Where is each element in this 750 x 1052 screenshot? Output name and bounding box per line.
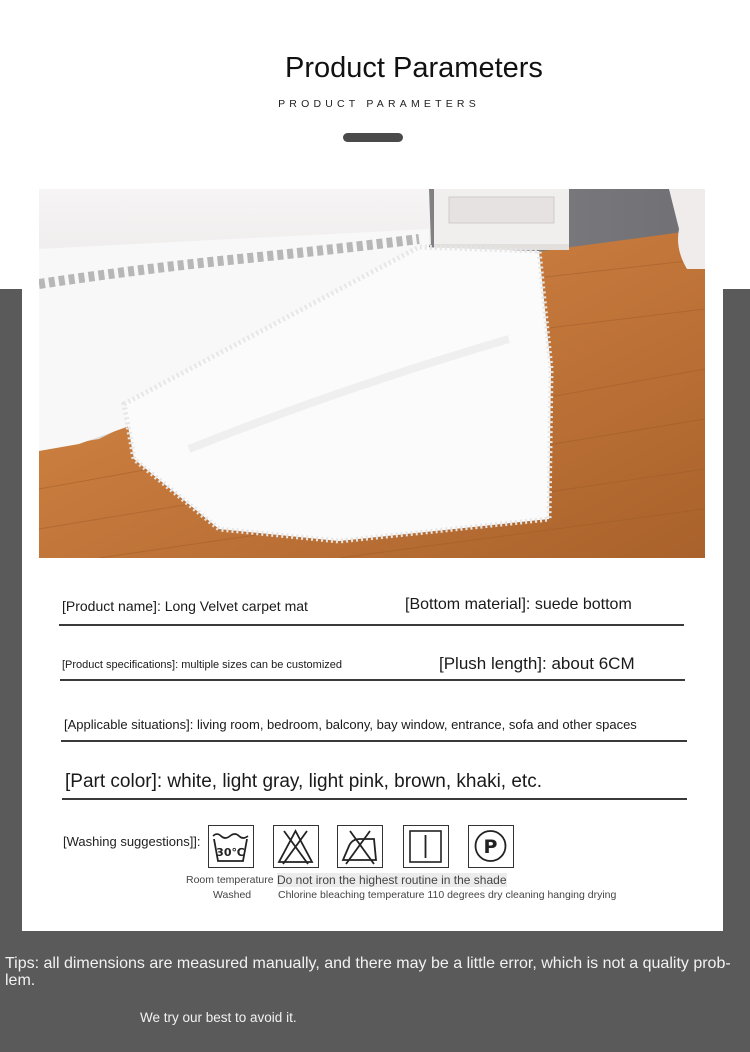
caption-washed: Washed	[213, 889, 252, 901]
no-bleach-icon	[273, 825, 319, 868]
row-divider	[60, 679, 685, 681]
tips-text: Tips: all dimensions are measured manually, and there may be a little error, which is not a quality prob-lem.	[5, 955, 731, 989]
iron-110-icon	[337, 825, 383, 868]
dry-clean-p-icon	[468, 825, 514, 868]
svg-text:30℃: 30℃	[216, 846, 245, 859]
caption-room-temperature: Room temperature	[186, 874, 274, 886]
page-subtitle: PRODUCT PARAMETERS	[278, 98, 480, 110]
tips-note: We try our best to avoid it.	[140, 1010, 297, 1025]
title-divider-bar	[343, 133, 403, 142]
page-title: Product Parameters	[285, 52, 543, 84]
washing-suggestions-label: [Washing suggestions]]:	[63, 834, 201, 849]
row-divider	[59, 624, 684, 626]
param-applicable-situations: [Applicable situations]: living room, bedroom, balcony, bay window, entrance, sofa and other spaces	[64, 717, 637, 732]
param-plush-length: [Plush length]: about 6CM	[439, 654, 635, 673]
param-bottom-material: [Bottom material]: suede bottom	[405, 596, 632, 613]
svg-text:P: P	[483, 836, 498, 858]
product-photo	[39, 189, 705, 558]
shade-dry-icon	[403, 825, 449, 868]
caption-iron-shade: Do not iron the highest routine in the shade	[277, 873, 507, 887]
row-divider	[62, 798, 687, 800]
param-specifications: [Product specifications]: multiple sizes can be customized	[62, 659, 343, 671]
caption-bleach-temperature: Chlorine bleaching temperature 110 degrees dry cleaning hanging drying	[278, 889, 617, 901]
row-divider	[61, 740, 687, 742]
param-part-color: [Part color]: white, light gray, light pink, brown, khaki, etc.	[65, 771, 542, 792]
param-product-name: [Product name]: Long Velvet carpet mat	[62, 598, 308, 614]
wash-30-icon	[208, 825, 254, 868]
